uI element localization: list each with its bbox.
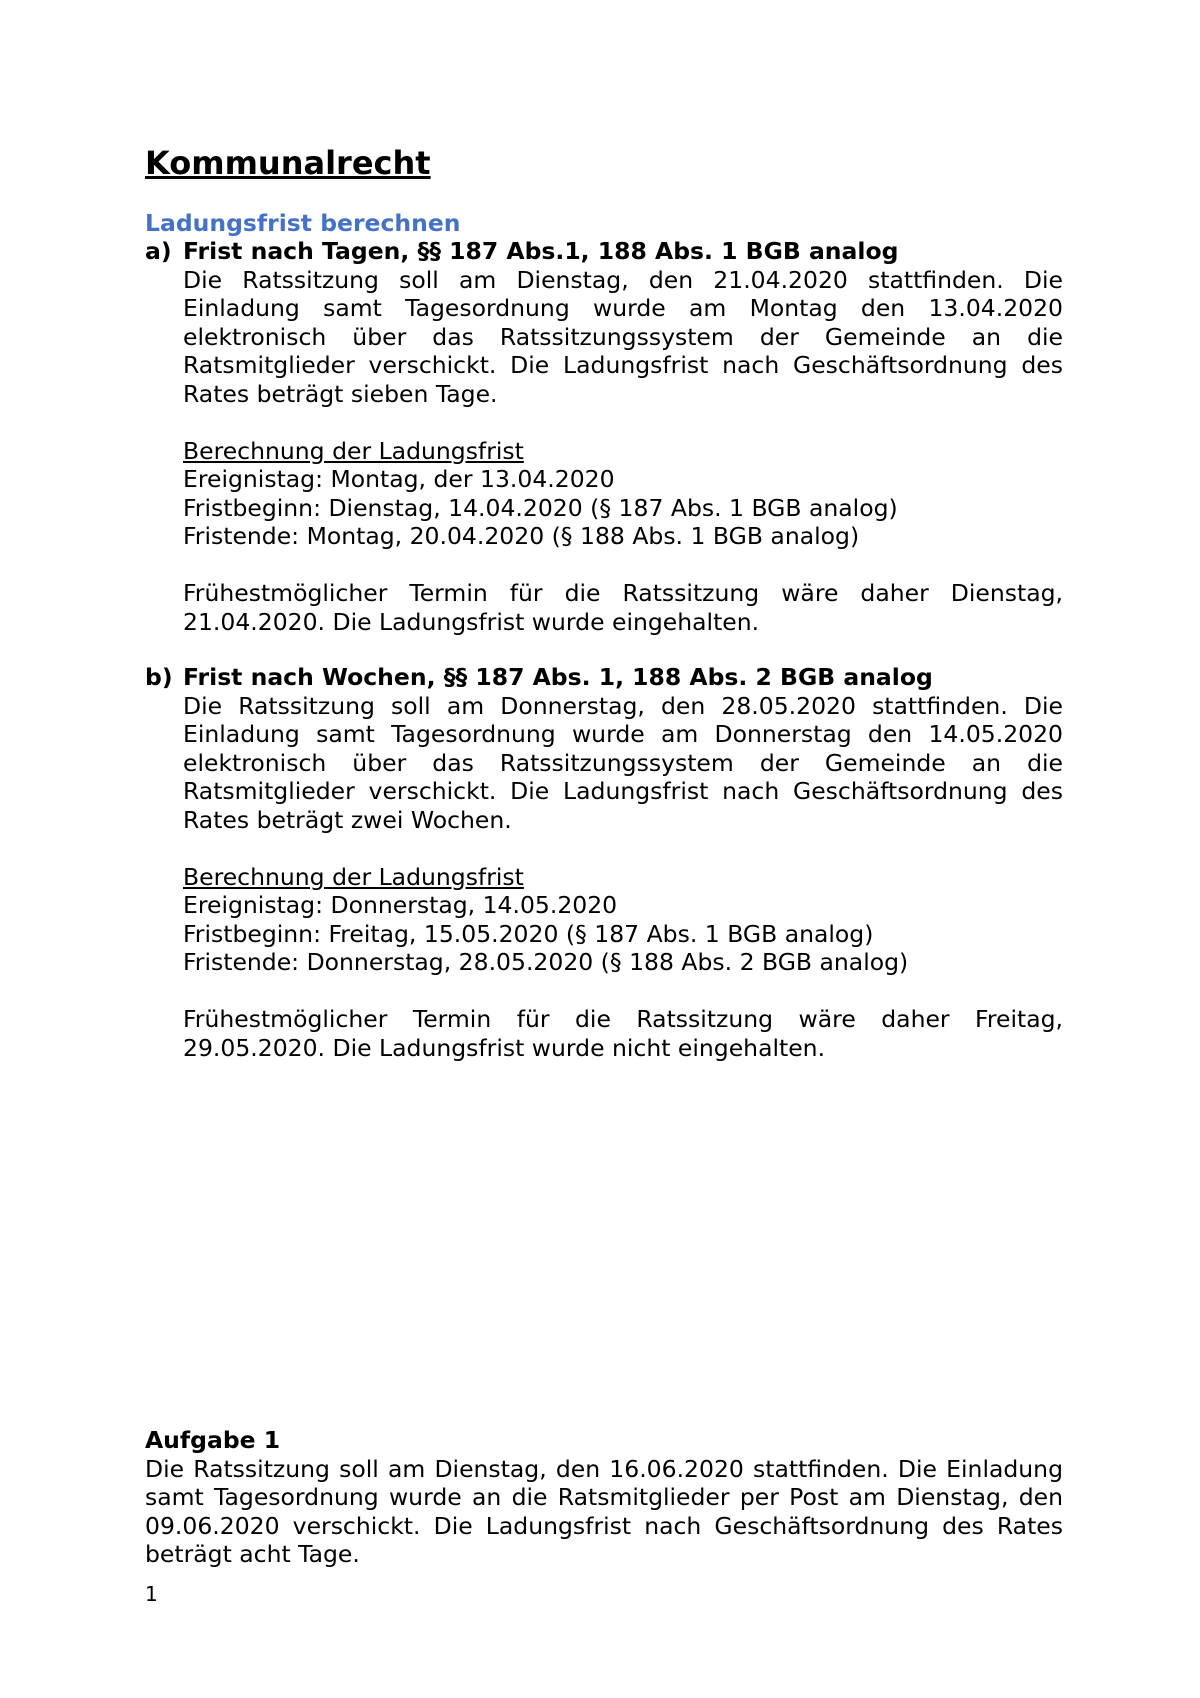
- section-a-letter: a): [145, 237, 172, 265]
- section-a-fristende: Fristende: Montag, 20.04.2020 (§ 188 Abs. 1 BGB analog): [183, 522, 860, 550]
- section-subtitle: Ladungsfrist berechnen: [145, 209, 461, 237]
- exercise-title: Aufgabe 1: [145, 1426, 281, 1454]
- section-a-paragraph: Die Ratssitzung soll am Dienstag, den 21.04.2020 stattfinden. Die Einladung samt Tagesordnung wurde am Montag den 13.04.2020 elektronisch über das Ratssitzungssystem der Gemeinde an die Ratsmitglieder verschickt. Die Ladungsfrist nach Geschäftsordnung des Rates beträgt sieben Tage.: [183, 265, 1063, 408]
- section-b-fristende: Fristende: Donnerstag, 28.05.2020 (§ 188 Abs. 2 BGB analog): [183, 948, 909, 976]
- section-a-ereignistag: Ereignistag: Montag, der 13.04.2020: [183, 465, 615, 493]
- section-a-title: Frist nach Tagen, §§ 187 Abs.1, 188 Abs. 1 BGB analog: [183, 237, 899, 265]
- section-b-conclusion: Frühestmöglicher Termin für die Ratssitzung wäre daher Freitag, 29.05.2020. Die Ladungsfrist wurde nicht eingehalten.: [183, 1005, 1063, 1062]
- section-b-fristbeginn: Fristbeginn: Freitag, 15.05.2020 (§ 187 Abs. 1 BGB analog): [183, 919, 874, 948]
- section-b-heading: [145, 663, 1063, 692]
- section-a-calc-heading: Berechnung der Ladungsfrist: [183, 436, 524, 465]
- exercise-block: [145, 1426, 1063, 1569]
- section-a-heading: [145, 237, 1063, 266]
- page-title: Kommunalrecht: [145, 144, 431, 182]
- section-b-paragraph: Die Ratssitzung soll am Donnerstag, den 28.05.2020 stattfinden. Die Einladung samt Tagesordnung wurde am Donnerstag den 14.05.2020 elektronisch über das Ratssitzungssystem der Gemeinde an die Ratsmitglieder verschickt. Die Ladungsfrist nach Geschäftsordnung des Rates beträgt zwei Wochen.: [183, 691, 1063, 834]
- section-b: [145, 663, 1063, 1062]
- section-b-title: Frist nach Wochen, §§ 187 Abs. 1, 188 Abs. 2 BGB analog: [183, 663, 933, 691]
- section-a-conclusion: Frühestmöglicher Termin für die Ratssitzung wäre daher Dienstag, 21.04.2020. Die Ladungsfrist wurde eingehalten.: [183, 579, 1063, 636]
- section-b-calc-heading: Berechnung der Ladungsfrist: [183, 862, 524, 891]
- exercise-paragraph: Die Ratssitzung soll am Dienstag, den 16.06.2020 stattfinden. Die Einladung samt Tagesordnung wurde an die Ratsmitglieder per Post am Dienstag, den 09.06.2020 verschickt. Die Ladungsfrist nach Geschäftsordnung des Rates beträgt acht Tage.: [145, 1454, 1063, 1568]
- section-a: [145, 237, 1063, 636]
- section-b-letter: b): [145, 663, 173, 691]
- page-number: 1: [145, 1582, 158, 1606]
- section-b-ereignistag: Ereignistag: Donnerstag, 14.05.2020: [183, 891, 618, 919]
- section-a-fristbeginn: Fristbeginn: Dienstag, 14.04.2020 (§ 187 Abs. 1 BGB analog): [183, 493, 898, 522]
